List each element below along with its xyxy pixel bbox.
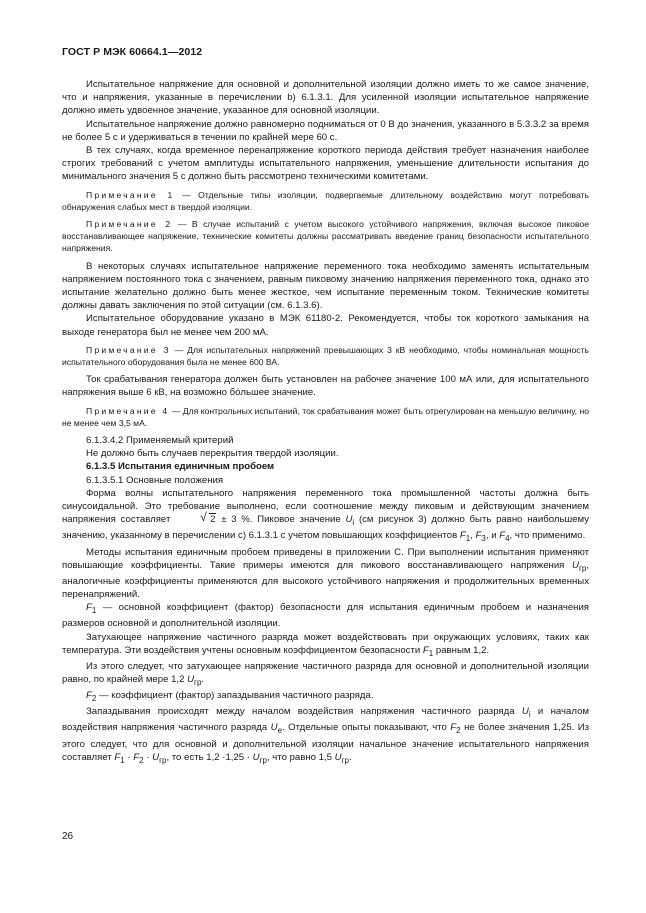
paragraph: В некоторых случаях испытательное напряжение переменного тока необходимо заменять испытательным напряжением постоянного тока с значением, равным пиковому значению напряжения переменного тока, однако это испытание желательно должно быть менее жесткое, чем испытание переменным током. Технические комитеты должны давать заключения по этой ситуации (см. 6.1.3.6). [62, 260, 589, 312]
page-content [62, 78, 589, 767]
paragraph: Ток срабатывания генератора должен быть установлен на рабочее значение 100 мА или, для испытательного напряжения выше 6 кВ, на возможно бо́льшее значение. [62, 374, 589, 399]
note-label: Примечание 4 [86, 405, 170, 416]
text: · [124, 751, 134, 763]
paragraph: В тех случаях, когда временное перенапряжение короткого периода действия требует назначения наиболее строгих требований с учетом амплитуды испытательного напряжения, уменьшение длительности испытания до минимального значения 5 с должно быть рассмотрено техническими комитетами. [62, 145, 589, 183]
text: , что равно 1,5 [266, 751, 335, 763]
text: · [143, 751, 153, 763]
subscript: гр [194, 677, 202, 687]
symbol-u: U [334, 751, 342, 763]
paragraph-damping [62, 631, 589, 660]
subscript: 1 [428, 648, 434, 658]
text: , что применимо. [509, 530, 586, 542]
note-text: — Для испытательных напряжений превышающих 3 кВ необходимо, чтобы номинальная мощность испытательного оборудования была не менее 600 ВА. [62, 344, 589, 368]
note-label: Примечание 3 [86, 344, 171, 355]
note-3 [62, 344, 589, 368]
subscript: е [277, 726, 283, 736]
text: ± 3 %. Пиковое значение [216, 514, 346, 526]
standard-header: ГОСТ Р МЭК 60664.1—2012 [62, 46, 203, 58]
text: (см рисунок 3) должно быть равно наибольшему значению, указанному в перечислении c) 6.1.3.1 с учетом повышающих коэффициентов [62, 514, 589, 542]
text: Запаздывания происходят между началом воздействия напряжения частичного разряда [86, 706, 522, 718]
note-4 [62, 405, 589, 429]
note-label: Примечание 2 [86, 219, 173, 230]
paragraph-waveform [62, 487, 589, 546]
paragraph-delays [62, 705, 589, 767]
symbol-f: F [86, 690, 92, 702]
subscript: 1 [465, 534, 471, 544]
text: не более значения 1,25. Из этого следует, что для основной и дополнительной изоляции начальное значение испытательного напряжения составляет [62, 722, 590, 763]
text: Из этого следует, что затухающее напряжение частичного разряда для основной и дополнительной изоляции равно, по крайней мере 1,2 [62, 660, 589, 686]
section-heading: 6.1.3.4.2 Применяемый критерий [86, 435, 234, 447]
symbol-u: U [152, 751, 160, 763]
subscript: гр [259, 755, 267, 765]
subscript: гр [159, 755, 167, 765]
paragraph-f2 [62, 689, 589, 705]
subscript: 2 [91, 694, 97, 704]
text: . [201, 674, 205, 686]
subscript: гр [341, 755, 349, 765]
paragraph-f1 [62, 601, 589, 630]
section-heading-bold: 6.1.3.5 Испытания единичным пробоем [86, 461, 275, 473]
text: , то есть 1,2 ·1,25 · [166, 751, 253, 763]
subsection-heading: 6.1.3.5.1 Основные положения [86, 474, 224, 486]
symbol-f: F [114, 751, 121, 763]
symbol-f: F [133, 751, 140, 763]
note-text: — Для контрольных испытаний, ток срабатывания может быть отрегулирован на меньшую величину, но не менее чем 3,5 мА. [62, 405, 589, 428]
paragraph-conclusion [62, 660, 589, 689]
text: , и [485, 530, 500, 542]
text: . Отдельные опыты показывают, что [282, 722, 451, 734]
text: — основной коэффициент (фактор) безопасности для испытания единичным пробоем и назначения размеров основной и дополнительной изоляции. [62, 602, 590, 630]
page-number: 26 [62, 831, 74, 842]
note-label: Примечание 1 [86, 189, 175, 200]
note-1 [62, 189, 589, 213]
symbol-u: U [345, 514, 353, 526]
subscript: 2 [456, 726, 461, 736]
text: Форма волны испытательного напряжения переменного тока промышленной частоты должна быть синусоидальной. Это требование выполнено, если соотношение между пиковым и действующим значением напряжения составляет [62, 487, 589, 526]
text: Затухающее напряжение частичного разряда может воздействовать при окружающих условиях, таких как температура. Эти воздействия учтены основным коэффициентом безопасности [62, 631, 589, 656]
subscript: i [528, 710, 531, 720]
symbol-u: U [521, 706, 529, 718]
symbol-u: U [270, 722, 278, 734]
text: . [348, 751, 352, 763]
radicand: 2 [210, 514, 216, 526]
symbol-f: F [86, 602, 92, 614]
paragraph: Испытательное напряжение для основной и дополнительной изоляции должно иметь то же самое значение, что и напряжения, указанные в перечислении b) 6.1.3.1. Для усиленной изоляции испытательное напряжение должно иметь удвоенное значение, указанное для основной изоляции. [62, 79, 589, 117]
note-2 [62, 218, 589, 255]
note-text: — Отдельные типы изоляции, подвергаемые длительному воздействию могут потребовать обнаружения слабых мест в твердой изоляции. [62, 189, 589, 212]
subscript: 1 [91, 606, 97, 616]
symbol-u: U [187, 674, 195, 686]
symbol-f: F [422, 644, 429, 656]
subscript: i [352, 518, 355, 528]
paragraph: Испытательное напряжение должно равномерно подниматься от 0 В до значения, указанного в 5.3.3.2 за время не более 5 с и удерживаться в течении по крайней мере 60 с. [62, 118, 589, 143]
paragraph: Не должно быть случаев перекрытия твердой изоляции. [86, 448, 339, 460]
text: и началом воздействия напряжения частичного разряда [62, 706, 590, 734]
subscript: 1 [120, 755, 125, 765]
text: Методы испытания единичным пробоем приведены в приложении С. При выполнении испытания применяют повышающие коэффициенты. Такие примеры имеются для пикового восстанавливающего напряжения [62, 546, 589, 571]
paragraph: Испытательное оборудование указано в МЭК 61180-2. Рекомендуется, чтобы ток короткого замыкания на выходе генератора был не менее чем 200 мА. [62, 313, 589, 338]
symbol-f: F [459, 530, 466, 542]
paragraph-methods [62, 546, 589, 602]
subscript: гр [578, 563, 587, 573]
symbol-f: F [475, 530, 482, 542]
symbol-f: F [450, 722, 457, 734]
text: равным 1,2. [433, 644, 490, 656]
subscript: 4 [505, 534, 510, 544]
symbol-u: U [572, 559, 579, 571]
text: , аналогичные коэффициенты применяются для высокого устойчивого напряжения и продолжительных временных перенапряжений. [62, 559, 589, 601]
subscript: 2 [139, 755, 144, 765]
subscript: 3 [481, 534, 486, 544]
note-text: — В случае испытаний с учетом высокого устойчивого напряжения, включая высокое пиковое восстанавливающее напряжение, технические комитеты должны рассматривать введение границ безопасности испытательного напряжения. [62, 219, 590, 254]
text: — коэффициент (фактор) запаздывания частичного разряда. [99, 690, 374, 702]
symbol-u: U [252, 751, 260, 763]
symbol-f: F [499, 530, 506, 542]
square-root [176, 513, 216, 526]
text: , [470, 530, 476, 542]
